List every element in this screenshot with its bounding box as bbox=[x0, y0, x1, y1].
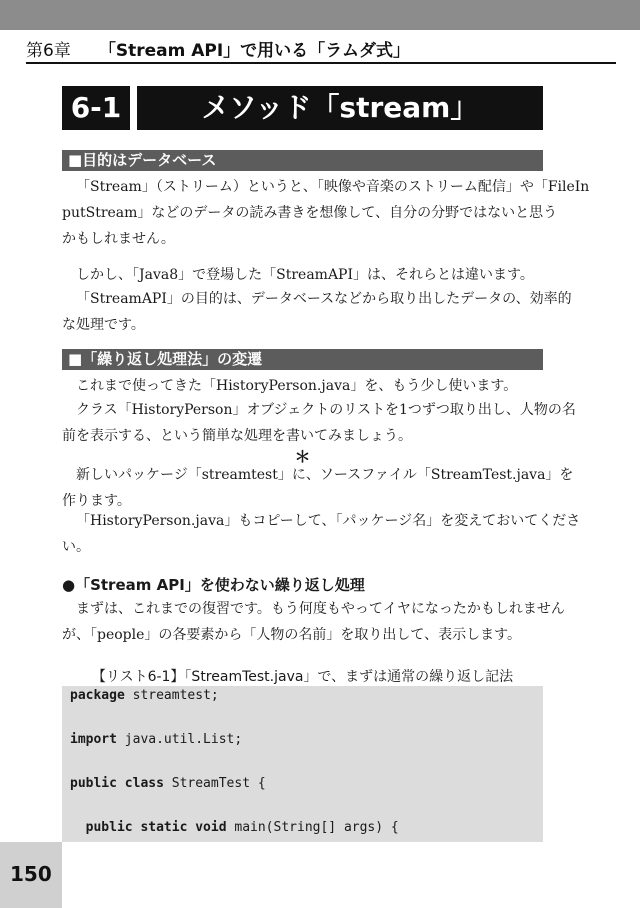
text-line: 作ります。 bbox=[62, 493, 131, 509]
text-line: 前を表示する、という簡単な処理を書いてみましょう。 bbox=[62, 428, 412, 444]
paragraph bbox=[62, 262, 543, 288]
code-text: streamtest; bbox=[124, 688, 219, 703]
paragraph bbox=[62, 397, 576, 449]
paragraph bbox=[62, 373, 543, 399]
chapter-title: 「Stream API」で用いる「ラムダ式」 bbox=[98, 41, 410, 61]
paragraph bbox=[62, 508, 581, 560]
code-listing bbox=[62, 686, 543, 842]
section-title: メソッド「stream」 bbox=[137, 86, 543, 130]
subsection-heading: ■目的はデータベース bbox=[62, 150, 543, 171]
text-line: 「Stream」（ストリーム）というと、「映像や音楽のストリーム配信」や「FileIn bbox=[76, 179, 590, 195]
text-line: 「StreamAPI」の目的は、データベースなどから取り出したデータの、効率的 bbox=[76, 291, 572, 307]
text-line: putStream」などのデータの読み書きを想像して、自分の分野ではないと思う bbox=[62, 205, 558, 221]
code-keyword: import bbox=[70, 732, 117, 747]
section-number: 6-1 bbox=[62, 86, 130, 130]
paragraph bbox=[62, 174, 590, 252]
code-line bbox=[70, 688, 219, 703]
code-text: java.util.List; bbox=[116, 732, 243, 747]
subsection-heading: ■「繰り返し処理法」の変遷 bbox=[62, 349, 543, 370]
text-line: い。 bbox=[62, 539, 90, 555]
text-line: 新しいパッケージ「streamtest」に、ソースファイル「StreamTest.java」を bbox=[76, 467, 574, 483]
text-line: な処理です。 bbox=[62, 317, 145, 333]
top-bar bbox=[0, 0, 640, 30]
code-line bbox=[70, 820, 399, 835]
text-line: が、「people」の各要素から「人物の名前」を取り出して、表示します。 bbox=[62, 627, 521, 643]
code-keyword: package bbox=[70, 688, 125, 703]
text-line: これまで使ってきた「HistoryPerson.java」を、もう少し使います。 bbox=[76, 378, 518, 394]
chapter-header bbox=[26, 36, 616, 64]
page-number: 150 bbox=[10, 862, 52, 886]
code-line bbox=[70, 732, 242, 747]
code-line bbox=[70, 776, 266, 791]
text-line: しかし、「Java8」で登場した「StreamAPI」は、それらとは違います。 bbox=[76, 267, 534, 283]
chapter-number: 第6章 bbox=[26, 41, 71, 61]
paragraph bbox=[62, 462, 574, 514]
section-separator: ＊ bbox=[294, 447, 311, 466]
code-keyword: public class bbox=[70, 776, 164, 791]
text-line: クラス「HistoryPerson」オブジェクトのリストを1つずつ取り出し、人物の名 bbox=[76, 402, 576, 418]
text-line: 「HistoryPerson.java」もコピーして、「パッケージ名」を変えておいてくださ bbox=[76, 513, 581, 529]
paragraph bbox=[62, 286, 572, 338]
paragraph bbox=[62, 596, 565, 648]
text-line: まずは、これまでの復習です。もう何度もやってイヤになったかもしれません bbox=[76, 601, 565, 617]
code-text: StreamTest { bbox=[163, 776, 266, 791]
listing-caption: 【リスト6-1】「StreamTest.java」で、まずは通常の繰り返し記法 bbox=[91, 669, 514, 685]
code-text: main(String[] args) { bbox=[226, 820, 399, 835]
bullet-heading: ●「Stream API」を使わない繰り返し処理 bbox=[62, 576, 365, 594]
code-keyword: public static void bbox=[70, 820, 227, 835]
text-line: かもしれません。 bbox=[62, 231, 175, 247]
